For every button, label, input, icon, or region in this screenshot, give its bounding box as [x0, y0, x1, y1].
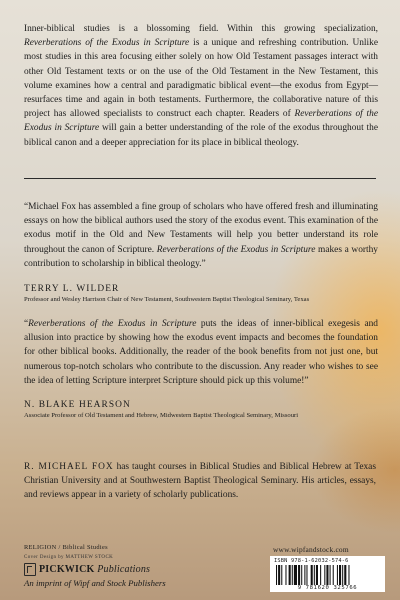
publisher-website: www.wipfandstock.com: [273, 545, 349, 554]
barcode-bar: [281, 565, 282, 585]
pickwick-logo-icon: [24, 563, 36, 576]
publisher-logo: [24, 563, 150, 576]
section-divider: [24, 178, 376, 179]
author-bio: R. MICHAEL FOX has taught courses in Biblical Studies and Biblical Hebrew at Texas Christian University and at Southwestern Baptist Theological Seminary. His articles, essays, and reviews appear in a variety of scholarly publications.: [24, 462, 376, 501]
barcode-bar: [311, 565, 313, 585]
barcode-bar: [278, 565, 280, 585]
barcode-bar: [320, 565, 321, 585]
barcode-bar: [344, 565, 346, 585]
barcode-bar: [306, 565, 307, 585]
barcode-bars: [276, 565, 379, 585]
barcode-bar: [276, 565, 277, 585]
publisher-imprint: An imprint of Wipf and Stock Publishers: [24, 578, 166, 588]
book-title: Reverberations of the Exodus in Scripture: [156, 244, 316, 255]
endorser-name: N. BLAKE HEARSON: [24, 400, 131, 410]
barcode-bar: [304, 565, 305, 585]
isbn-label: ISBN 978-1-62032-574-6: [274, 558, 349, 564]
barcode-number: 9 781620 325766: [297, 585, 358, 591]
barcode-bar: [326, 565, 328, 585]
barcode-bar: [333, 565, 334, 585]
book-title: Reverberations of the Exodus in Scripture: [28, 319, 197, 329]
barcode-bar: [348, 565, 349, 585]
barcode-bar: [285, 565, 286, 585]
barcode-bar: [337, 565, 338, 585]
endorsement-quote: “Michael Fox has assembled a fine group of scholars who have offered fresh and illuminating essays on how the biblical authors used the story of the exodus event. This examination of the exodus motif in the Old and New Testaments will help you better understand its role throughout the canon of Scripture. Reverberations of the Exodus in Scripture makes a worthy contribution to scholarship in biblical theology.”: [24, 202, 378, 269]
barcode-bar: [342, 565, 343, 585]
description-paragraph: Inner-biblical studies is a blossoming field. Within this growing specialization, Reverberations of the Exodus in Scripture is a unique and refreshing contribution. Unlike most studies in this area focusing either solely on how Old Testament passages interact with other Old Testament texts or on the use of the Old Testament in the New Testament, this volume examines how a central and paradigmatic biblical event—the exodus from Egypt— resurfaces time and again in both testaments. Furthermore, the collaborative nature of this project has allowed specialists to construct each chapter. Readers of Reverberations of the Exodus in Scripture will gain a better understanding of the role of the exodus throughout the biblical canon and a deeper appreciation for its place in biblical theology.: [24, 24, 378, 148]
barcode-bar: [298, 565, 300, 585]
barcode-bar: [316, 565, 318, 585]
barcode-bar: [314, 565, 315, 585]
barcode-bar: [301, 565, 302, 585]
endorser-position: Professor and Wesley Harrison Chair of New Testament, Southwestern Baptist Theological Seminary, Texas: [24, 296, 310, 303]
isbn-barcode: [270, 556, 385, 592]
cover-design-credit: Cover Design by MATTHEW STOCK: [24, 555, 114, 560]
barcode-bar: [324, 565, 325, 585]
endorsement-quote: “Reverberations of the Exodus in Scripture puts the ideas of inner-biblical exegesis and allusion into practice by showing how the exodus event impacts and becomes the foundation for other biblical books. Additionally, the reader of the book benefits from not just one, but numerous top-notch scholars who contribute to the discussion. Any reader who wishes to see the idea of letting Scripture interpret Scripture should pick up this volume!”: [24, 319, 378, 386]
publisher-name: PICKWICK Publications: [39, 564, 151, 575]
barcode-bar: [294, 565, 297, 585]
barcode-bar: [289, 565, 291, 585]
barcode-bar: [330, 565, 331, 585]
barcode-bar: [339, 565, 341, 585]
book-title: Reverberations of the Exodus in Scripture: [24, 38, 190, 49]
barcode-bar: [292, 565, 293, 585]
endorser-name: TERRY L. WILDER: [24, 284, 120, 294]
endorser-position: Associate Professor of Old Testament and Hebrew, Midwestern Baptist Theological Seminary, Missouri: [24, 412, 299, 419]
subject-category: RELIGION / Biblical Studies: [24, 544, 108, 551]
author-name: R. MICHAEL FOX: [24, 462, 114, 472]
book-title: Reverberations of the Exodus in Scripture: [24, 109, 378, 134]
